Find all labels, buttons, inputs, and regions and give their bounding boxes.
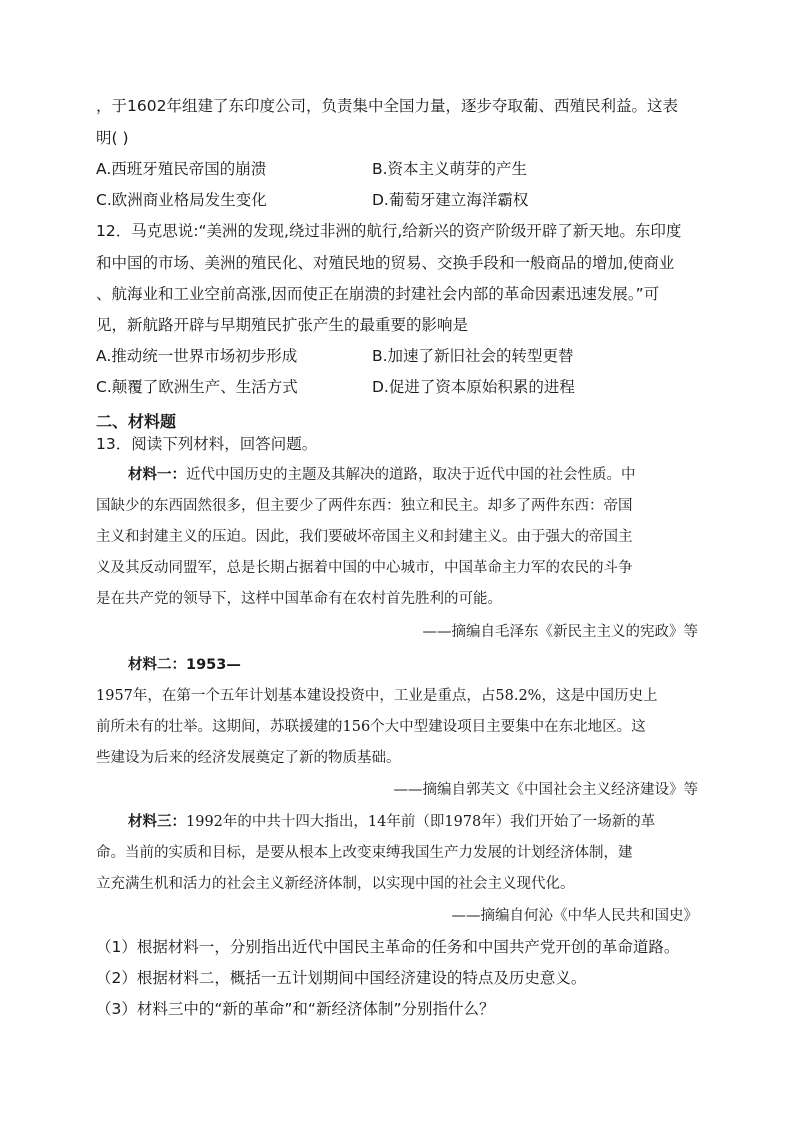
q11-option-a: A.西班牙殖民帝国的崩溃 bbox=[96, 160, 267, 178]
q12-options-row1 bbox=[96, 346, 696, 368]
q12-stem-line4: 见，新航路开辟与早期殖民扩张产生的最重要的影响是 bbox=[96, 316, 469, 334]
q13-subquestion-3: （3）材料三中的“新的革命”和“新经济体制”分别指什么？ bbox=[96, 1000, 495, 1018]
q13-subquestion-1: （1）根据材料一，分别指出近代中国民主革命的任务和中国共产党开创的革命道路。 bbox=[96, 938, 680, 956]
q12-stem-line3: 、航海业和工业空前高涨,因而使正在崩溃的封建社会内部的革命因素迅速发展。”可 bbox=[96, 285, 660, 303]
q13-intro: 13．阅读下列材料，回答问题。 bbox=[96, 435, 318, 453]
material-2-source: ——摘编自郭芙文《中国社会主义经济建设》等 bbox=[393, 782, 698, 798]
material-2-label: 材料二：1953— bbox=[128, 657, 241, 673]
material-3-first-line bbox=[128, 812, 655, 832]
material-1-line: 国缺少的东西固然很多，但主要少了两件东西：独立和民主。却多了两件东西：帝国 bbox=[96, 498, 633, 514]
q12-option-a: A.推动统一世界市场初步形成 bbox=[96, 347, 298, 365]
q11-stem-line2: 明( ) bbox=[96, 129, 129, 147]
material-1-first-line bbox=[128, 465, 636, 485]
q13-subquestion-2: （2）根据材料二，概括一五计划期间中国经济建设的特点及历史意义。 bbox=[96, 969, 587, 987]
section-heading: 二、材料题 bbox=[96, 412, 177, 431]
material-2-line: 1957年，在第一个五年计划基本建设投资中，工业是重点，占58.2%，这是中国历史上 bbox=[96, 688, 658, 704]
q12-options-row2 bbox=[96, 377, 696, 399]
material-1-label: 材料一： bbox=[128, 467, 186, 483]
material-1-source: ——摘编自毛泽东《新民主主义的宪政》等 bbox=[422, 624, 698, 640]
material-1-line: 是在共产党的领导下，这样中国革命有在农村首先胜利的可能。 bbox=[96, 591, 502, 607]
q12-stem-line2: 和中国的市场、美洲的殖民化、对殖民地的贸易、交换手段和一般商品的增加,使商业 bbox=[96, 254, 675, 272]
material-3-source: ——摘编自何沁《中华人民共和国史》 bbox=[451, 908, 698, 924]
q11-option-d: D.葡萄牙建立海洋霸权 bbox=[372, 191, 529, 209]
material-1-line: 主义和封建主义的压迫。因此，我们要破坏帝国主义和封建主义。由于强大的帝国主 bbox=[96, 529, 633, 545]
q12-option-c: C.颠覆了欧洲生产、生活方式 bbox=[96, 378, 298, 396]
q11-stem-line1: ，于1602年组建了东印度公司，负责集中全国力量，逐步夺取葡、西殖民利益。这表 bbox=[96, 97, 678, 115]
material-2-line: 些建设为后来的经济发展奠定了新的物质基础。 bbox=[96, 750, 401, 766]
q11-options-row2 bbox=[96, 190, 696, 212]
material-3-first-text: 1992年的中共十四大指出，14年前（即1978年）我们开始了一场新的革 bbox=[186, 814, 656, 830]
material-1-line: 义及其反动同盟军，总是长期占据着中国的中心城市，中国革命主力军的农民的斗争 bbox=[96, 560, 633, 576]
material-3-line: 命。当前的实质和目标，是要从根本上改变束缚我国生产力发展的计划经济体制，建 bbox=[96, 845, 633, 861]
q12-option-d: D.促进了资本原始积累的进程 bbox=[372, 378, 575, 396]
q12-stem-line1: 12．马克思说:“美洲的发现,绕过非洲的航行,给新兴的资产阶级开辟了新天地。东印度 bbox=[96, 222, 682, 240]
q11-option-c: C.欧洲商业格局发生变化 bbox=[96, 191, 267, 209]
material-2-line: 前所未有的壮举。这期间，苏联援建的156个大中型建设项目主要集中在东北地区。这 bbox=[96, 719, 646, 735]
q11-options-row1 bbox=[96, 159, 696, 181]
q11-option-b: B.资本主义萌芽的产生 bbox=[372, 160, 528, 178]
material-1-first-text: 近代中国历史的主题及其解决的道路，取决于近代中国的社会性质。中 bbox=[186, 467, 636, 483]
material-2-first-line bbox=[128, 655, 241, 675]
material-3-label: 材料三： bbox=[128, 814, 186, 830]
q12-option-b: B.加速了新旧社会的转型更替 bbox=[372, 347, 574, 365]
material-3-line: 立充满生机和活力的社会主义新经济体制，以实现中国的社会主义现代化。 bbox=[96, 876, 575, 892]
